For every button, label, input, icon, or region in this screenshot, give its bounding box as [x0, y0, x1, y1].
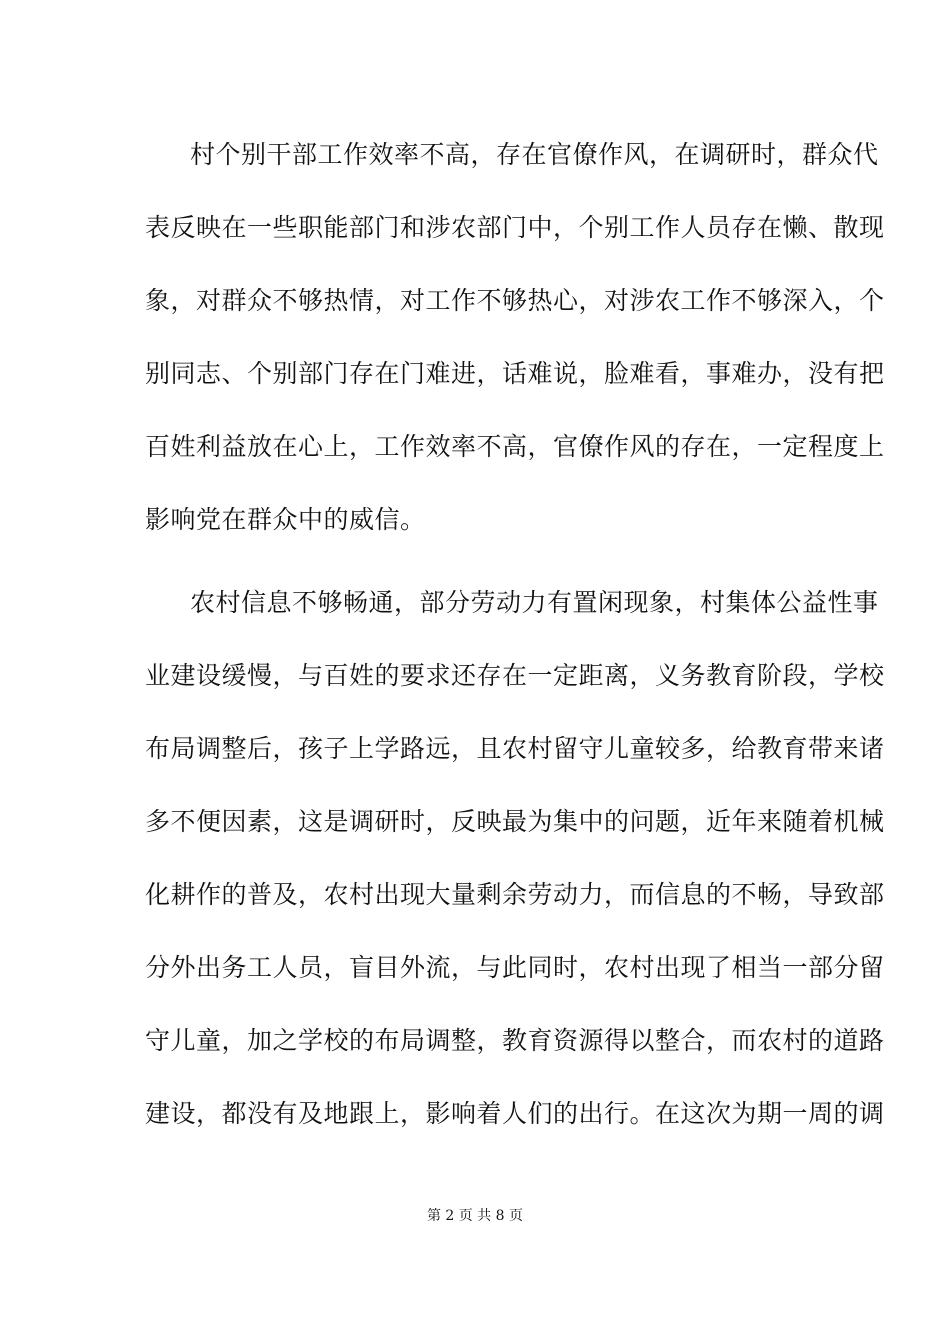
paragraph-line: 农村信息不够畅通，部分劳动力有置闲现象，村集体公益性事	[190, 588, 879, 617]
paragraph-line: 业建设缓慢，与百姓的要求还存在一定距离，义务教育阶段，学校	[145, 661, 885, 690]
page-footer: 第 2 页 共 8 页	[426, 1208, 524, 1224]
paragraph-line: 建设，都没有及地跟上，影响着人们的出行。在这次为期一周的调	[145, 1099, 885, 1128]
paragraph-line: 象，对群众不够热情，对工作不够热心，对涉农工作不够深入，个	[145, 286, 885, 315]
paragraph-line: 百姓利益放在心上，工作效率不高，官僚作风的存在，一定程度上	[145, 432, 885, 461]
paragraph-line: 村个别干部工作效率不高，存在官僚作风，在调研时，群众代	[190, 140, 879, 169]
paragraph-line: 守儿童，加之学校的布局调整，教育资源得以整合，而农村的道路	[145, 1026, 885, 1055]
paragraph-line: 布局调整后，孩子上学路远，且农村留守儿童较多，给教育带来诸	[145, 734, 885, 763]
paragraph-line: 表反映在一些职能部门和涉农部门中，个别工作人员存在懒、散现	[145, 213, 885, 242]
paragraph-line: 影响党在群众中的威信。	[145, 505, 426, 534]
paragraph-line: 化耕作的普及，农村出现大量剩余劳动力，而信息的不畅，导致部	[145, 880, 885, 909]
paragraph-line: 别同志、个别部门存在门难进，话难说，脸难看，事难办，没有把	[145, 359, 885, 388]
paragraph-line: 分外出务工人员，盲目外流，与此同时，农村出现了相当一部分留	[145, 953, 885, 982]
paragraph-line: 多不便因素，这是调研时，反映最为集中的问题，近年来随着机械	[145, 807, 885, 836]
